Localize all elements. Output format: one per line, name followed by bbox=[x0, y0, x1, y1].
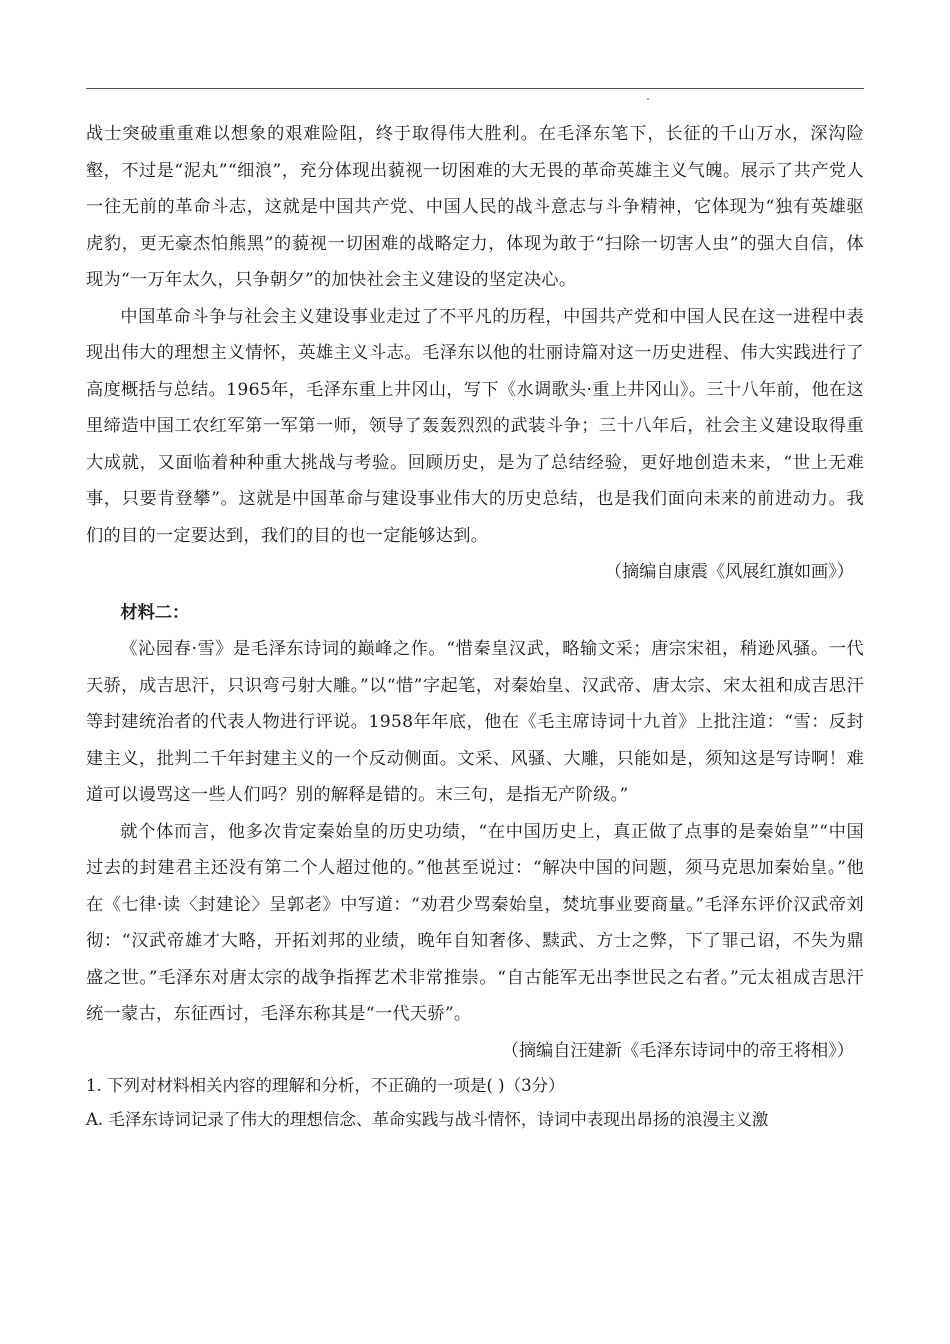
material2-heading: 材料二： bbox=[120, 602, 190, 623]
material2-source: （摘编自汪建新《毛泽东诗词中的帝王将相》） bbox=[501, 1040, 854, 1061]
document-body bbox=[86, 116, 864, 1137]
question-1-option-a: A. 毛泽东诗词记录了伟大的理想信念、革命实践与战斗情怀，诗词中表现出昂扬的浪漫主义激 bbox=[86, 1110, 769, 1129]
material2-paragraph-2: 就个体而言，他多次肯定秦始皇的历史功绩，“在中国历史上，真正做了点事的是秦始皇”“中国过去的封建君主还没有第二个人超过他的。”他甚至说过：“解决中国的问题，须马克思加秦始皇。”他在《七律·读〈封建论〉呈郭老》中写道：“劝君少骂秦始皇，焚坑事业要商量。”毛泽东评价汉武帝刘彻：“汉武帝雄才大略，开拓刘邦的业绩，晚年自知奢侈、黩武、方士之弊，下了罪己诏，不失为鼎盛之世。”毛泽东对唐太宗的战争指挥艺术非常推崇。“自古能军无出李世民之右者。”元太祖成吉思汗统一蒙古，东征西讨，毛泽东称其是“一代天骄”。 bbox=[86, 821, 864, 1024]
material1-paragraph-2: 中国革命斗争与社会主义建设事业走过了不平凡的历程，中国共产党和中国人民在这一进程中表现出伟大的理想主义情怀，英雄主义斗志。毛泽东以他的壮丽诗篇对这一历史进程、伟大实践进行了高度概括与总结。1965年，毛泽东重上井冈山，写下《水调歌头·重上井冈山》。三十八年前，他在这里缔造中国工农红军第一军第一师，领导了轰轰烈烈的武装斗争；三十八年后，社会主义建设取得重大成就，又面临着种种重大挑战与考验。回顾历史，是为了总结经验，更好地创造未来，“世上无难事，只要肯登攀”。这就是中国革命与建设事业伟大的历史总结，也是我们面向未来的前进动力。我们的目的一定要达到，我们的目的也一定能够达到。 bbox=[86, 306, 864, 546]
header-dot-mark bbox=[647, 98, 649, 100]
material1-paragraph-1: 战士突破重重难以想象的艰难险阻，终于取得伟大胜利。在毛泽东笔下，长征的千山万水，深沟险壑，不过是“泥丸”“细浪”，充分体现出藐视一切困难的大无畏的革命英雄主义气魄。展示了共产党人一往无前的革命斗志，这就是中国共产党、中国人民的战斗意志与斗争精神，它体现为“独有英雄驱虎豹，更无豪杰怕熊黑”的藐视一切困难的战略定力，体现为敢于“扫除一切害人虫”的强大自信，体现为“一万年太久，只争朝夕”的加快社会主义建设的坚定决心。 bbox=[86, 124, 864, 290]
question-1-stem: 1. 下列对材料相关内容的理解和分析，不正确的一项是( )（3分） bbox=[86, 1076, 565, 1095]
material1-source: （摘编自康震《风展红旗如画》） bbox=[604, 562, 854, 582]
header-rule bbox=[86, 88, 864, 89]
material2-paragraph-1: 《沁园春·雪》是毛泽东诗词的巅峰之作。“惜秦皇汉武，略输文采；唐宗宋祖，稍逊风骚。一代天骄，成吉思汗，只识弯弓射大雕。”以“惜”字起笔，对秦始皇、汉武帝、唐太宗、宋太祖和成吉思汗等封建统治者的代表人物进行评说。1958年年底，他在《毛主席诗词十九首》上批注道：“雪：反封建主义，批判二千年封建主义的一个反动侧面。文采、风骚、大雕，只能如是，须知这是写诗啊！难道可以谩骂这一些人们吗？别的解释是错的。末三句，是指无产阶级。” bbox=[86, 639, 864, 805]
